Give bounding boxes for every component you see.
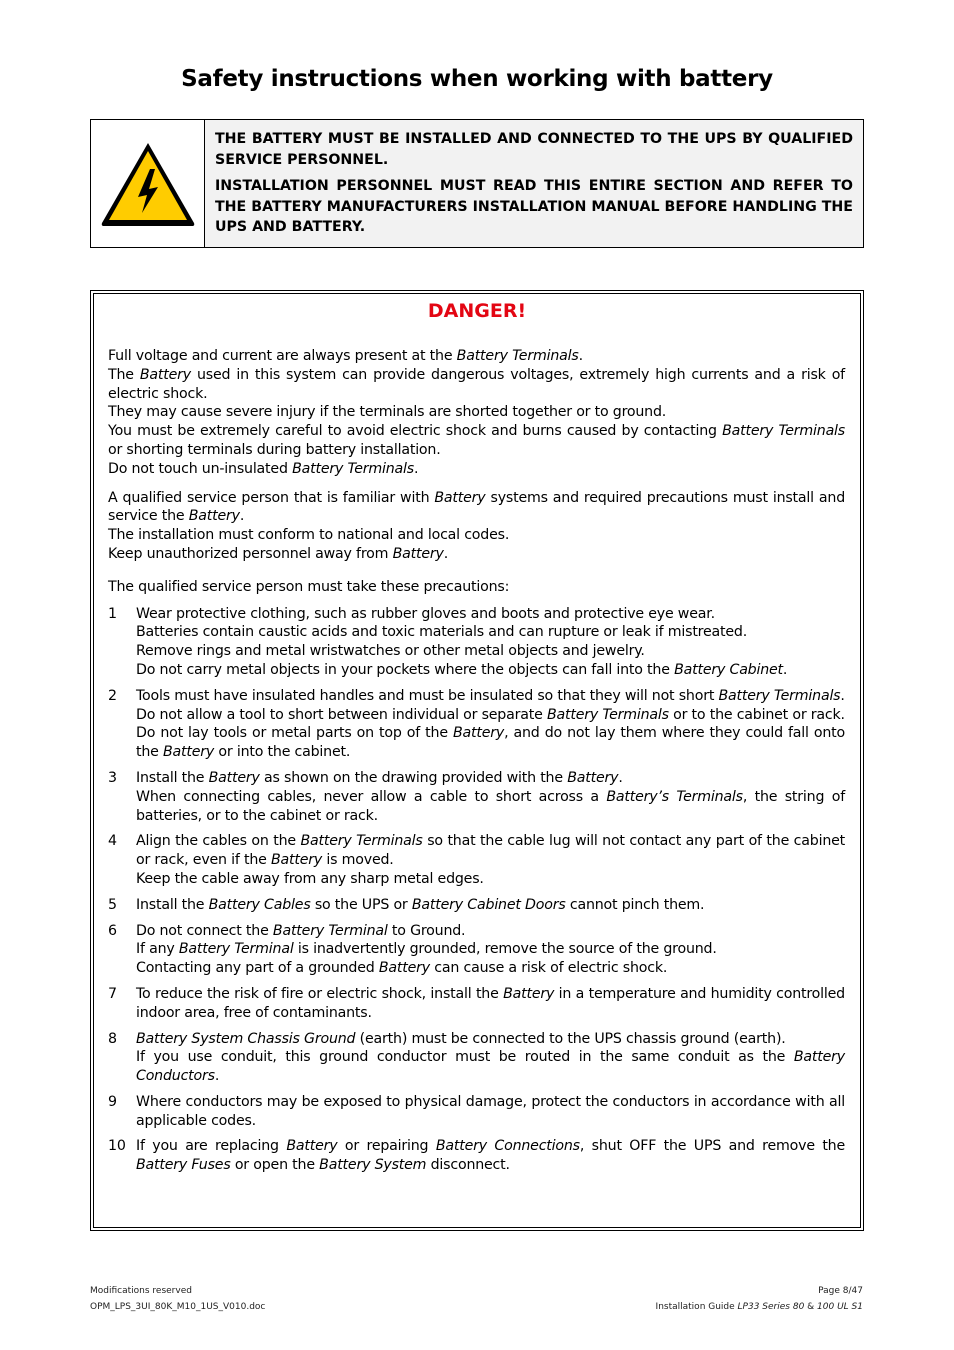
emphasis-term: Battery System [319, 1157, 427, 1174]
emphasis-term: Battery Cables [208, 896, 311, 913]
text-run: To reduce the risk of fire or electric shock, install the [136, 985, 504, 1002]
emphasis-term: LP33 Series 80 [737, 1302, 805, 1312]
text-run: Contacting any part of a grounded [136, 960, 379, 977]
text-run: . [840, 687, 845, 704]
footer-modifications: Modifications reserved [90, 1286, 192, 1296]
text-run: Installation Guide [655, 1302, 738, 1312]
text-run: Batteries contain caustic acids and toxic materials and can rupture or leak if mistreated. [136, 624, 748, 641]
precaution-line [136, 1048, 845, 1086]
emphasis-term: Battery [163, 744, 215, 761]
text-run: so that the cable lug will not contact any part of the cabinet or rack, even if the [136, 833, 845, 869]
intro-line [108, 422, 845, 460]
precaution-number: 4 [108, 833, 117, 850]
text-run: Remove rings and metal wristwatches or other metal objects and jewelry. [136, 643, 645, 660]
emphasis-term: Battery [503, 985, 555, 1002]
emphasis-term: Battery Connections [435, 1138, 580, 1155]
text-run: They may cause severe injury if the terminals are shorted together or to ground. [108, 404, 667, 421]
emphasis-term: Battery Terminals [718, 687, 841, 704]
precaution-number: 9 [108, 1093, 117, 1110]
text-run: . [239, 508, 245, 525]
emphasis-term: Battery Cabinet [674, 661, 783, 678]
qualified-line [108, 526, 845, 545]
precaution-line [136, 1093, 845, 1131]
text-run: Keep the cable away from any sharp metal edges. [136, 870, 484, 887]
text-run: The installation must conform to national and local codes. [108, 527, 510, 544]
intro-paragraph [108, 347, 845, 479]
precautions-list [108, 605, 845, 1176]
text-run: or into the cabinet. [214, 744, 351, 761]
text-run: . [443, 545, 449, 562]
page-title: Safety instructions when working with battery [181, 66, 773, 92]
emphasis-term: Battery Terminals [722, 423, 845, 440]
qualified-line [108, 489, 845, 527]
precaution-number: 3 [108, 769, 117, 786]
text-run: If you use conduit, this ground conductor must be routed in the same conduit as the [136, 1049, 794, 1066]
precaution-line [136, 940, 845, 959]
text-run: . [782, 661, 788, 678]
text-run: & [804, 1302, 818, 1312]
emphasis-term: Battery [208, 769, 260, 786]
precaution-line [136, 687, 845, 706]
precaution-item [108, 605, 845, 680]
emphasis-term: Battery Terminals [546, 706, 669, 723]
emphasis-term: Battery [286, 1138, 338, 1155]
precaution-number: 2 [108, 687, 117, 704]
precaution-line [136, 642, 845, 661]
emphasis-term: Battery [378, 960, 430, 977]
precaution-line [136, 605, 845, 624]
text-run: You must be extremely careful to avoid electric shock and burns caused by contacting [108, 423, 723, 440]
text-run: Do not allow a tool to short between individual or separate [136, 706, 547, 723]
text-run: The [108, 366, 140, 383]
emphasis-term: Battery’s Terminals [606, 788, 743, 805]
precaution-number: 1 [108, 605, 117, 622]
intro-line [108, 403, 845, 422]
emphasis-term: Battery Terminals [456, 348, 579, 364]
precaution-item [108, 1030, 845, 1086]
text-run: so the UPS or [310, 896, 412, 913]
warning-icon-cell [91, 120, 205, 247]
text-run: , the string of batteries, or to the cabinet or rack. [136, 788, 845, 824]
text-run: Tools must have insulated handles and must be insulated so that they will not short [136, 687, 719, 704]
text-run: Keep unauthorized personnel away from [108, 545, 393, 562]
text-run: cannot pinch them. [565, 896, 705, 913]
high-voltage-warning-icon [98, 139, 198, 229]
text-run: or repairing [337, 1138, 436, 1155]
precaution-line [136, 896, 845, 915]
emphasis-term: Battery Terminals [292, 460, 414, 477]
precaution-number: 5 [108, 896, 117, 913]
precaution-number: 6 [108, 922, 117, 939]
emphasis-term: Battery [452, 725, 505, 742]
danger-title: DANGER! [427, 300, 527, 322]
text-run: Do not lay tools or metal parts on top of the [136, 725, 453, 742]
emphasis-term: Battery [139, 366, 191, 383]
precaution-line [136, 661, 845, 680]
emphasis-term: Battery [567, 769, 619, 786]
text-run: or shorting terminals during battery installation. [108, 441, 441, 458]
precaution-line [136, 623, 845, 642]
text-run: is inadvertently grounded, remove the source of the ground. [293, 941, 717, 958]
emphasis-term: Battery Cabinet Doors [411, 896, 566, 913]
emphasis-term: Battery [392, 545, 444, 562]
emphasis-term: Battery [188, 508, 240, 525]
text-run: , shut OFF the UPS and remove the [579, 1138, 846, 1155]
text-run: Do not connect the [136, 922, 273, 939]
text-run: Wear protective clothing, such as rubber gloves and boots and protective eye wear. [136, 605, 715, 622]
intro-line [108, 460, 845, 479]
emphasis-term: Battery [270, 852, 323, 869]
qualified-paragraph [108, 489, 845, 564]
emphasis-term: 100 UL S1 [817, 1302, 863, 1312]
footer-guide-title [656, 1302, 863, 1312]
text-run: . [578, 348, 583, 364]
emphasis-term: Battery System Chassis Ground [136, 1030, 356, 1047]
text-run: If you are replacing [136, 1138, 287, 1155]
precaution-line [136, 832, 845, 870]
text-run: is moved. [322, 852, 394, 869]
emphasis-term: Battery Fuses [136, 1157, 231, 1174]
precaution-item [108, 1093, 845, 1131]
intro-line [108, 347, 845, 366]
warning-box [90, 119, 864, 248]
text-run: Full voltage and current are always present at the [108, 348, 457, 364]
precaution-item [108, 769, 845, 825]
precaution-item [108, 896, 845, 915]
precaution-number: 10 [108, 1138, 126, 1155]
text-run: , and do not lay them where they could fall onto the [136, 725, 845, 761]
warning-para-2: INSTALLATION PERSONNEL MUST READ THIS ENTIRE SECTION AND REFER TO THE BATTERY MANUFACTURERS INSTALLATION MANUAL BEFORE HANDLING THE UPS AND BATTERY. [215, 178, 853, 235]
text-run: Do not touch un-insulated [108, 460, 293, 477]
text-run: to Ground. [387, 922, 466, 939]
text-run: Where conductors may be exposed to physical damage, protect the conductors in accordance with all applicable codes. [136, 1093, 845, 1129]
text-run: . [618, 769, 623, 786]
precaution-line [136, 959, 845, 978]
text-run: (earth) must be connected to the UPS chassis ground (earth). [355, 1030, 786, 1047]
precaution-item [108, 922, 845, 978]
precautions-heading: The qualified service person must take these precautions: [108, 578, 510, 595]
text-run: or open the [230, 1157, 320, 1174]
text-run: Align the cables on the [136, 833, 301, 850]
text-run: or to the cabinet or rack. [668, 706, 845, 723]
precaution-line [136, 706, 845, 725]
text-run: Install the [136, 896, 209, 913]
precaution-item [108, 985, 845, 1023]
precaution-item [108, 1137, 845, 1175]
emphasis-term: Battery Terminal [178, 941, 294, 958]
text-run: systems and required precautions must install and service the [108, 489, 845, 525]
emphasis-term: Battery Terminal [272, 922, 388, 939]
text-run: disconnect. [426, 1157, 510, 1174]
text-run: Do not carry metal objects in your pockets where the objects can fall into the [136, 661, 675, 678]
precaution-line [136, 724, 845, 762]
footer-doc-id: OPM_LPS_3UI_80K_M10_1US_V010.doc [90, 1302, 266, 1312]
text-run: If any [136, 941, 179, 958]
emphasis-term: Battery Conductors [136, 1049, 845, 1085]
intro-line [108, 366, 845, 404]
precaution-item [108, 832, 845, 888]
warning-para-1: THE BATTERY MUST BE INSTALLED AND CONNECTED TO THE UPS BY QUALIFIED SERVICE PERSONNEL. [215, 131, 853, 168]
precaution-line [136, 788, 845, 826]
emphasis-term: Battery Terminals [300, 833, 423, 850]
precaution-number: 8 [108, 1030, 117, 1047]
danger-content [108, 347, 845, 1182]
text-run: . [413, 460, 419, 477]
text-run: used in this system can provide dangerous voltages, extremely high currents and a risk of electric shock. [108, 366, 845, 402]
text-run: When connecting cables, never allow a cable to short across a [136, 788, 607, 805]
precaution-number: 7 [108, 985, 117, 1002]
precaution-line [136, 985, 845, 1023]
text-run: in a temperature and humidity controlled indoor area, free of contaminants. [136, 985, 845, 1021]
text-run: A qualified service person that is familiar with [108, 489, 435, 506]
precaution-line [136, 922, 845, 941]
precaution-line [136, 769, 845, 788]
text-run: as shown on the drawing provided with the [259, 769, 568, 786]
precaution-line [136, 870, 845, 889]
warning-text [205, 120, 863, 247]
text-run: can cause a risk of electric shock. [430, 960, 668, 977]
precaution-line [136, 1137, 845, 1175]
text-run: Install the [136, 769, 209, 786]
footer-page-number: Page 8/47 [818, 1286, 863, 1296]
text-run: . [214, 1068, 220, 1085]
precaution-line [136, 1030, 845, 1049]
precaution-item [108, 687, 845, 762]
qualified-line [108, 545, 845, 564]
emphasis-term: Battery [434, 489, 486, 506]
